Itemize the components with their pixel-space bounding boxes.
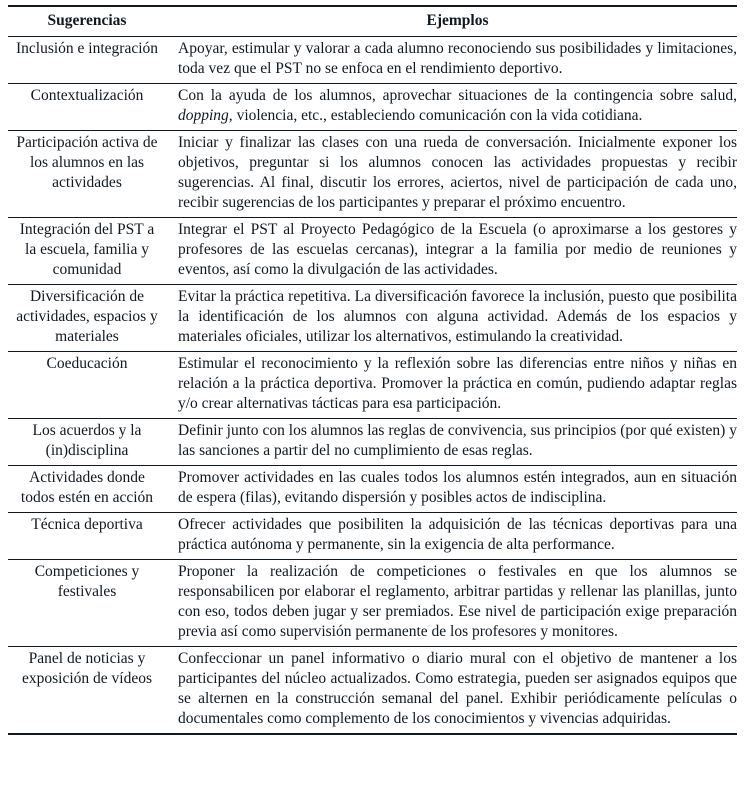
table-row	[8, 131, 737, 218]
example-cell: Estimular el reconocimiento y la reflexión sobre las diferencias entre niños y niñas en relación a la práctica deportiva. Promover la práctica en común, pudiendo adaptar reglas y/o crear alternativas tácticas para esa participación.	[178, 355, 737, 412]
example-cell: Con la ayuda de los alumnos, aprovechar situaciones de la contingencia sobre salud, dopping, violencia, etc., estableciendo comunicación con la vida cotidiana.	[178, 87, 737, 124]
suggestion-cell: Contextualización	[30, 87, 144, 104]
example-cell: Promover actividades en las cuales todos los alumnos estén integrados, aun en situación de espera (filas), evitando dispersión y posibles actos de indisciplina.	[178, 469, 737, 506]
table-row	[8, 419, 737, 466]
table-row	[8, 285, 737, 352]
table-row	[8, 647, 737, 733]
suggestion-cell: Los acuerdos y la (in)disciplina	[32, 422, 142, 459]
example-cell: Confeccionar un panel informativo o diario mural con el objetivo de mantener a los participantes del núcleo actualizados. Como estrategia, pueden ser asignados equipos que se alternen en la construcción semanal del panel. Exhibir periódicamente películas o documentales como complemento de los conocimientos y vivencias adquiridas.	[178, 650, 737, 727]
column-header-ejemplos: Ejemplos	[426, 12, 489, 29]
table-row	[8, 560, 737, 647]
column-header-sugerencias: Sugerencias	[47, 12, 127, 29]
table-row	[8, 84, 737, 131]
example-cell: Evitar la práctica repetitiva. La diversificación favorece la inclusión, puesto que posibilita la identificación de los alumnos con alguna actividad. Además de los espacios y materiales oficiales, utilizar los alternativos, estimulando la creatividad.	[178, 288, 737, 345]
table-header-row	[8, 7, 737, 37]
table-row	[8, 513, 737, 560]
example-cell: Apoyar, estimular y valorar a cada alumno reconociendo sus posibilidades y limitaciones, toda vez que el PST no se enfoca en el rendimiento deportivo.	[178, 40, 737, 77]
suggestion-cell: Inclusión e integración	[15, 40, 159, 57]
example-cell: Iniciar y finalizar las clases con una rueda de conversación. Inicialmente exponer los objetivos, preguntar si los alumnos conocen las actividades propuestas y recibir sugerencias. Al final, discutir los errores, aciertos, nivel de participación de cada uno, recibir sugerencias de los participantes y preparar el próximo encuentro.	[178, 134, 737, 211]
table-body	[8, 37, 737, 733]
suggestion-cell: Actividades donde todos estén en acción	[20, 469, 154, 506]
example-cell: Integrar el PST al Proyecto Pedagógico de la Escuela (o aproximarse a los gestores y profesores de las escuelas cercanas), integrar a la familia por medio de reuniones y eventos, así como la divulgación de las actividades.	[178, 221, 737, 278]
suggestion-cell: Técnica deportiva	[31, 516, 143, 533]
suggestion-cell: Integración del PST a la escuela, familia y comunidad	[19, 221, 155, 278]
example-cell: Proponer la realización de competiciones o festivales en que los alumnos se responsabilicen por elaborar el reglamento, arbitrar partidas y rellenar las planillas, junto con eso, todos deben jugar y ser premiados. Ese nivel de participación exige preparación previa así como supervisión permanente de los profesores y monitores.	[178, 563, 737, 640]
suggestion-cell: Panel de noticias y exposición de vídeos	[21, 650, 152, 687]
table-row	[8, 466, 737, 513]
suggestion-cell: Competiciones y festivales	[34, 563, 140, 600]
example-cell: Definir junto con los alumnos las reglas de convivencia, sus principios (por qué existen) y las sanciones a partir del no cumplimiento de esas reglas.	[178, 422, 737, 459]
suggestion-cell: Diversificación de actividades, espacios y materiales	[16, 288, 158, 345]
table-row	[8, 37, 737, 84]
table-row	[8, 352, 737, 419]
suggestions-table	[8, 5, 737, 735]
suggestion-cell: Coeducación	[46, 355, 128, 372]
table-row	[8, 218, 737, 285]
suggestion-cell: Participación activa de los alumnos en las actividades	[16, 134, 158, 191]
example-cell: Ofrecer actividades que posibiliten la adquisición de las técnicas deportivas para una práctica autónoma y permanente, sin la exigencia de alta performance.	[178, 516, 737, 553]
